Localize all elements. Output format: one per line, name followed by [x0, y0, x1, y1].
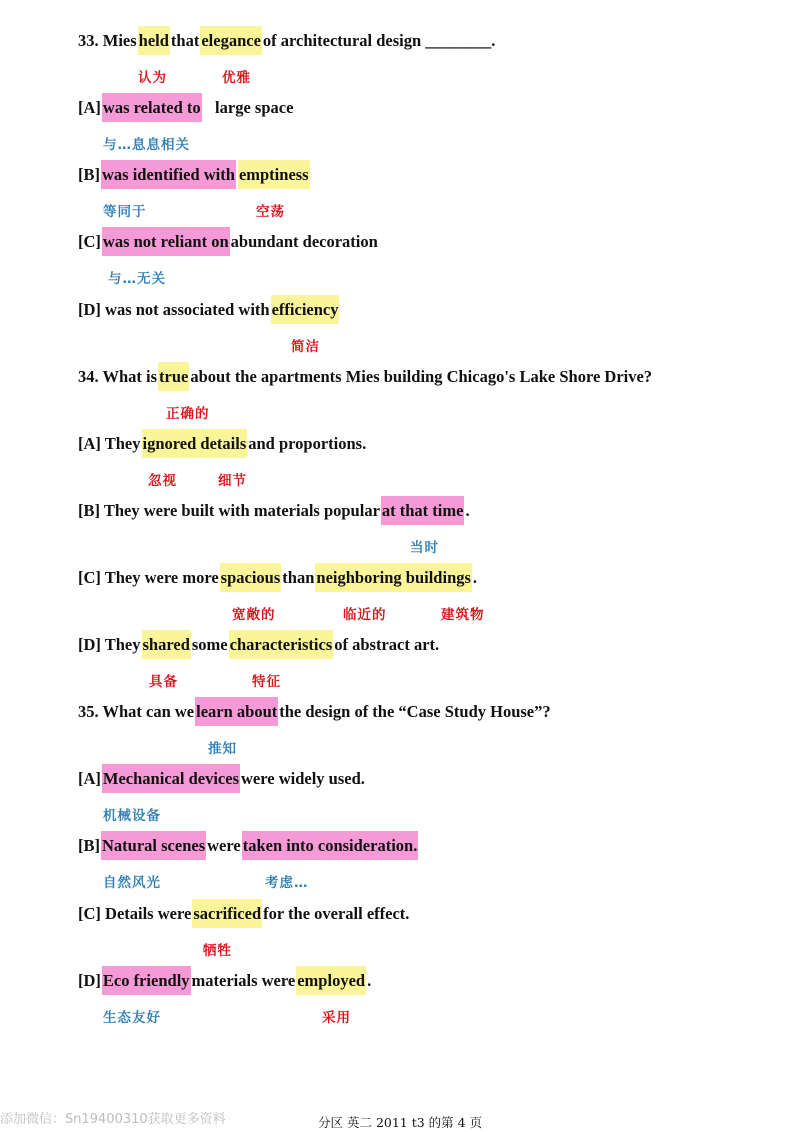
option-text: were [207, 835, 241, 855]
q34-stem-text: about the apartments Mies building Chicago's Lake Shore Drive? [190, 366, 653, 386]
option-text: materials were [191, 970, 296, 990]
option-text: large space [202, 97, 294, 117]
q35-d-highlight: Eco friendly [102, 966, 191, 995]
annotation-q33-held: 认为 [138, 70, 167, 86]
option-text: [A] They [78, 433, 141, 453]
q34-stem-text: 34. What is [78, 366, 158, 386]
q35-option-c [77, 898, 410, 928]
option-text: [D] They [78, 634, 141, 654]
q35-b-highlight-2: taken into consideration. [242, 831, 419, 860]
annotation-q34-a2: 细节 [218, 473, 247, 489]
q34-c-highlight-2: neighboring buildings [315, 563, 472, 592]
q33-a-highlight: was related to [102, 93, 202, 122]
option-label: [D] [78, 970, 101, 990]
q33-held-highlight: held [138, 26, 170, 55]
option-label: [C] [78, 231, 101, 251]
annotation-q33-a: 与…息息相关 [103, 137, 190, 153]
annotation-q33-c: 与…无关 [108, 271, 166, 287]
option-text: . [465, 500, 470, 520]
annotation-q35-c: 牺牲 [203, 943, 232, 959]
option-text: some [191, 634, 228, 654]
q33-elegance-highlight: elegance [200, 26, 262, 55]
q34-option-c [77, 562, 478, 592]
q34-b-highlight: at that time [381, 496, 465, 525]
option-text: and proportions. [248, 433, 367, 453]
q35-c-highlight: sacrificed [192, 899, 262, 928]
q33-option-b [77, 159, 310, 189]
q34-stem [77, 361, 653, 391]
q34-option-d [77, 629, 440, 659]
annotation-q35-learn: 推知 [208, 741, 237, 757]
q35-b-highlight: Natural scenes [101, 831, 206, 860]
option-text: abundant decoration [230, 231, 378, 251]
q34-option-a [77, 428, 367, 458]
q33-stem-text: 33. Mies [78, 30, 137, 50]
q35-option-a [77, 763, 366, 793]
annotation-q35-b1: 自然风光 [103, 875, 161, 891]
q34-d-highlight-2: characteristics [229, 630, 334, 659]
annotation-q34-d1: 具备 [149, 674, 178, 690]
annotation-q33-elegance: 优雅 [222, 70, 251, 86]
option-text: [B] They were built with materials popular [78, 500, 380, 520]
q33-stem-text: of architectural design ________. [262, 30, 496, 50]
annotation-q33-b2: 空荡 [256, 204, 285, 220]
q34-a-highlight: ignored details [142, 429, 248, 458]
option-label: [A] [78, 768, 101, 788]
annotation-q35-d2: 采用 [322, 1010, 351, 1026]
q34-c-highlight: spacious [220, 563, 282, 592]
q34-true-highlight: true [158, 362, 189, 391]
option-text: . [472, 567, 478, 587]
q33-option-a [77, 92, 294, 122]
annotation-q34-d2: 特征 [252, 674, 281, 690]
option-text: [D] was not associated with [78, 299, 270, 319]
annotation-q34-c2: 临近的 [343, 607, 387, 623]
q34-d-highlight: shared [142, 630, 191, 659]
q35-option-b [77, 830, 418, 860]
option-text: for the overall effect. [263, 903, 410, 923]
watermark-text: 添加微信：Sn19400310获取更多资料 [0, 1112, 226, 1127]
annotation-q34-b: 当时 [410, 540, 439, 556]
option-text: [C] Details were [78, 903, 192, 923]
page-number: 分区 英二 2011 t3 的第 4 页 [318, 1115, 483, 1130]
q33-option-c [77, 226, 379, 256]
q33-b-highlight-2: emptiness [238, 160, 310, 189]
annotation-q34-c1: 宽敞的 [232, 607, 276, 623]
option-label: [B] [78, 164, 100, 184]
q33-d-highlight: efficiency [271, 295, 340, 324]
q35-stem-text: 35. What can we [78, 701, 195, 721]
option-label: [B] [78, 835, 100, 855]
annotation-q34-true: 正确的 [166, 406, 210, 422]
q33-c-highlight: was not reliant on [102, 227, 230, 256]
annotation-q35-b2: 考虑… [265, 875, 309, 891]
option-label: [A] [78, 97, 101, 117]
option-text: were widely used. [241, 768, 365, 788]
q35-stem [77, 696, 552, 726]
q35-learn-highlight: learn about [195, 697, 278, 726]
q35-a-highlight: Mechanical devices [102, 764, 240, 793]
annotation-q35-a: 机械设备 [103, 808, 161, 824]
annotation-q34-a1: 忽视 [148, 473, 177, 489]
q35-d-highlight-2: employed [296, 966, 366, 995]
q35-stem-text: the design of the “Case Study House”? [279, 701, 551, 721]
annotation-q34-c3: 建筑物 [441, 607, 485, 623]
option-text: than [282, 567, 315, 587]
option-text: . [367, 970, 372, 990]
annotation-q35-d1: 生态友好 [103, 1010, 161, 1026]
q33-stem [77, 25, 496, 55]
option-text: of abstract art. [334, 634, 440, 654]
option-text: [C] They were more [78, 567, 219, 587]
q33-b-highlight: was identified with [101, 160, 236, 189]
q34-option-b [77, 495, 471, 525]
q33-stem-text: that [170, 30, 200, 50]
q35-option-d [77, 965, 372, 995]
annotation-q33-b1: 等同于 [103, 204, 147, 220]
q33-option-d [77, 294, 339, 324]
annotation-q33-d: 简洁 [291, 339, 320, 355]
